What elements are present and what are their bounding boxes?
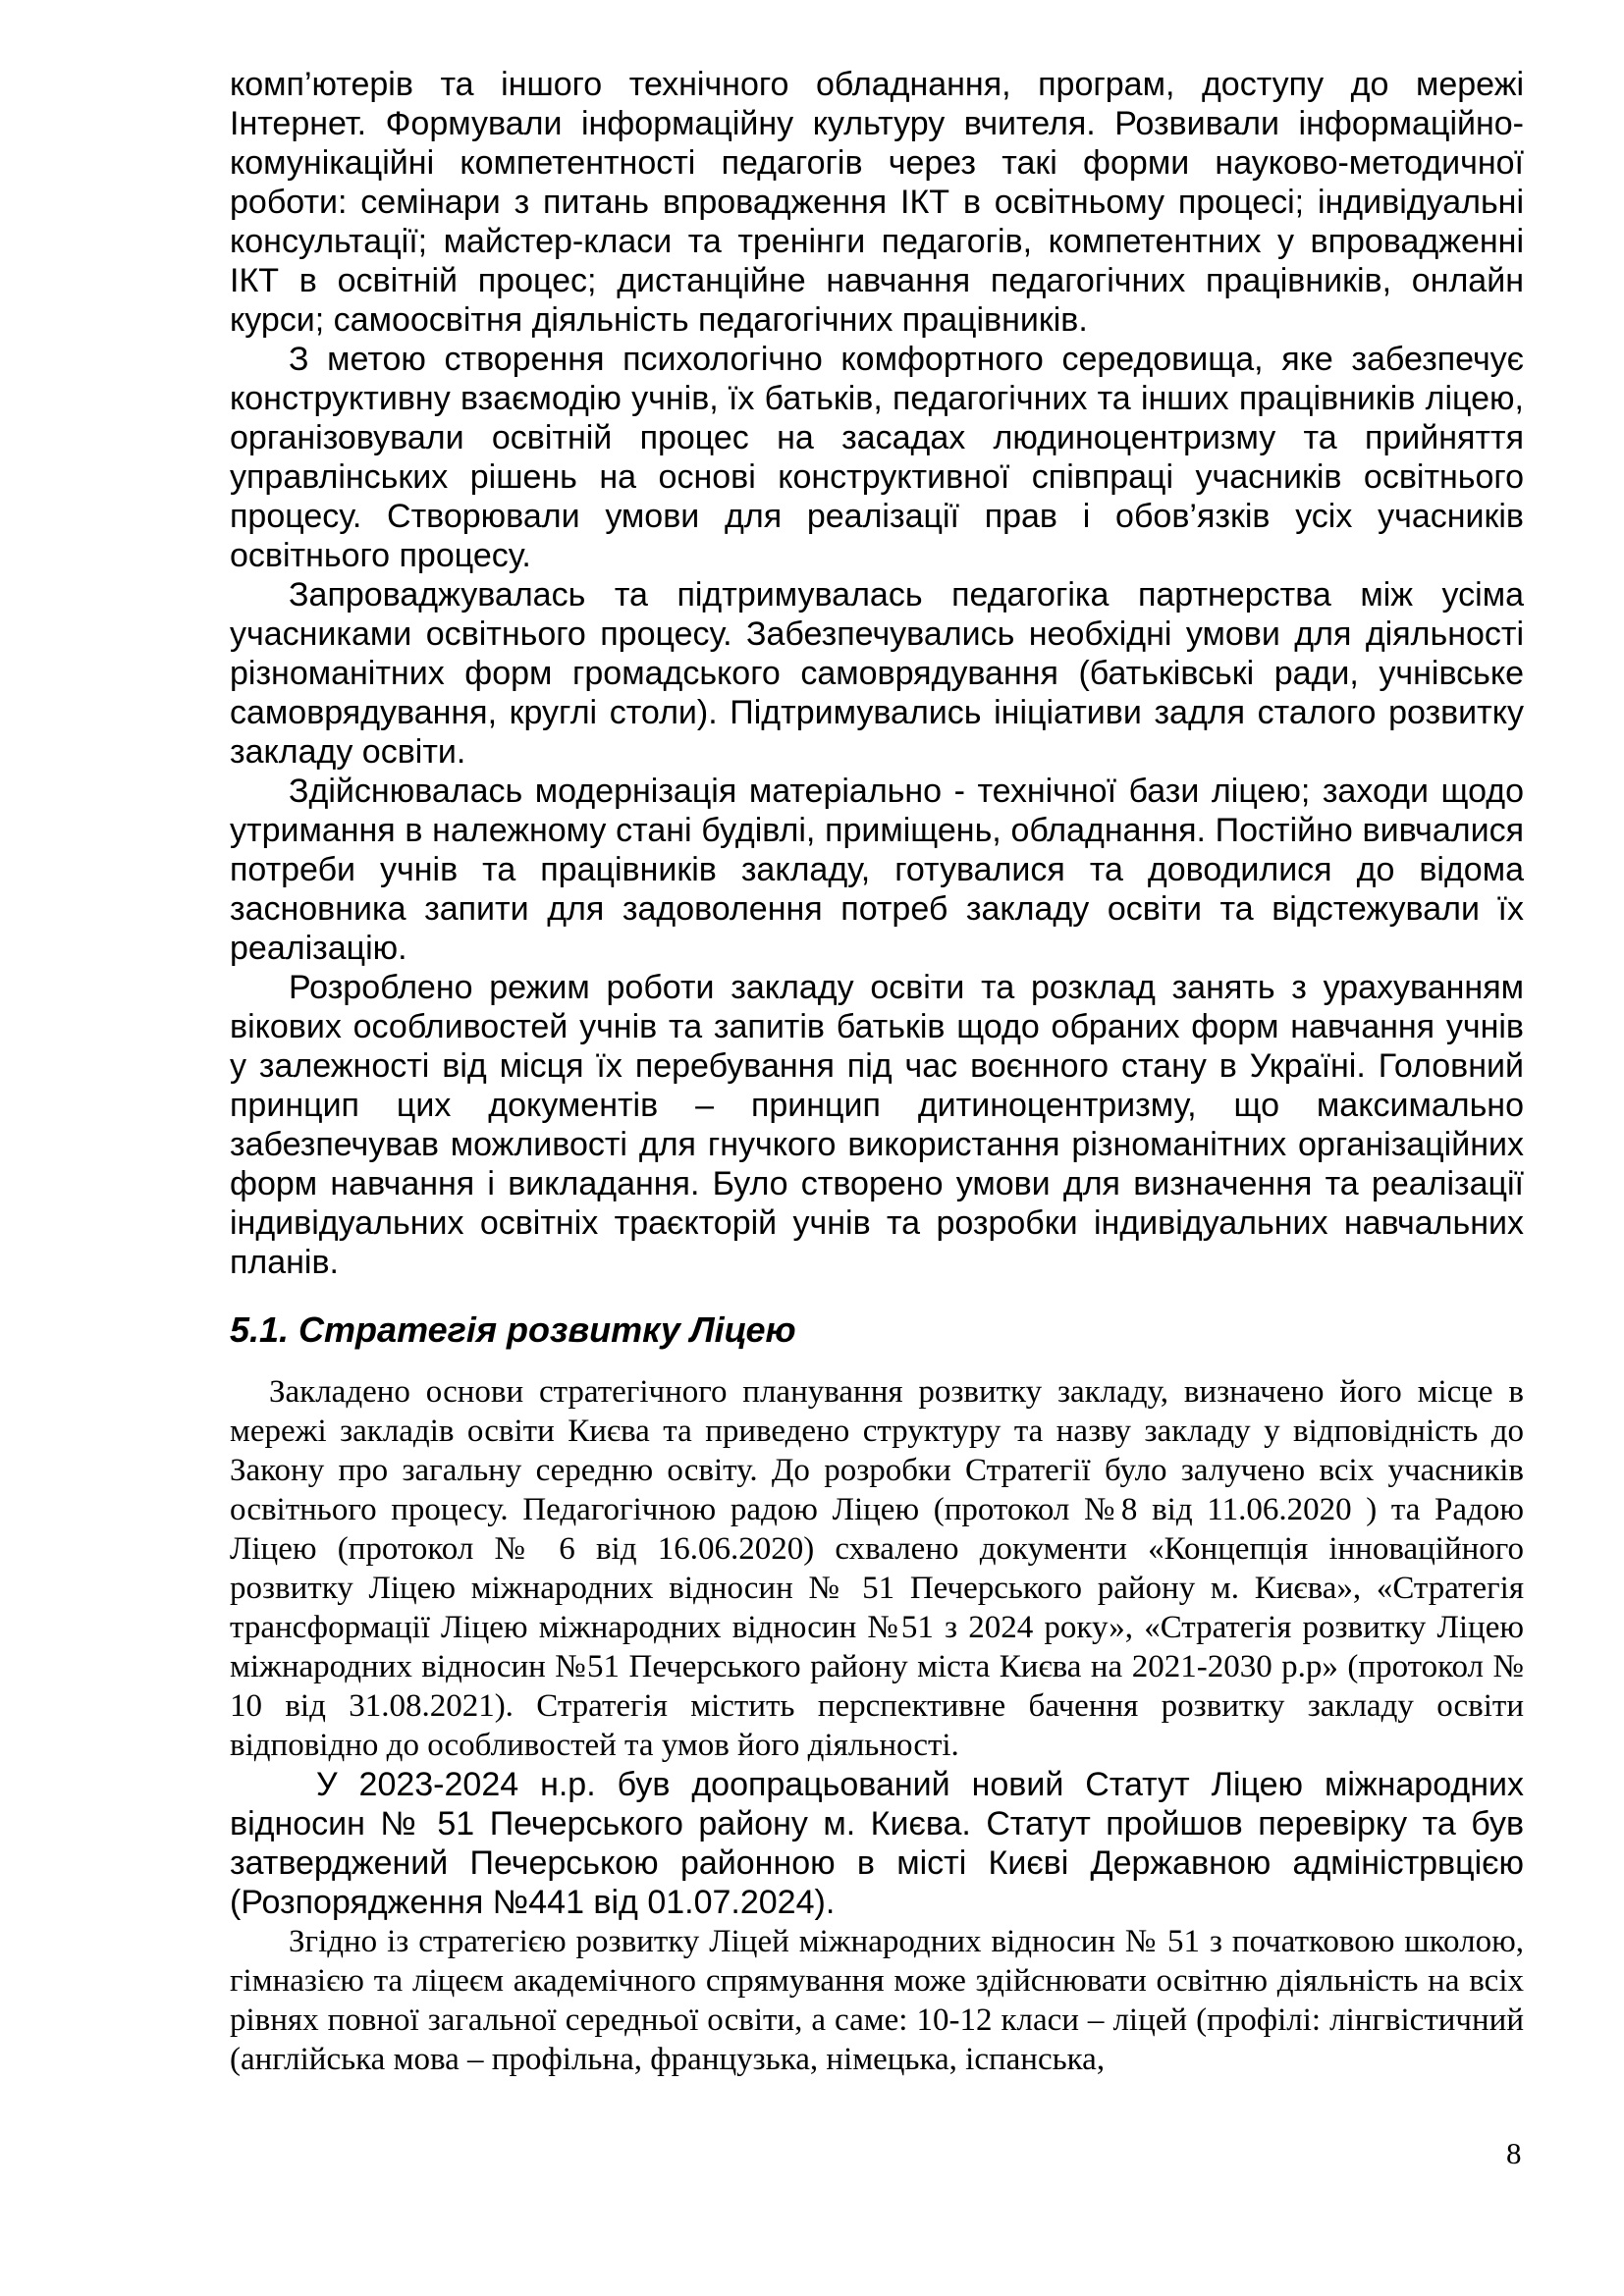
paragraph-partnership-pedagogy: Запроваджувалась та підтримувалась педагогіка партнерства між усіма учасниками освітнього процесу. Забезпечувались необхідні умови для діяльності різноманітних форм громадського самоврядування (батьківські ради, учнівське самоврядування, круглі столи). Підтримувались ініціативи задля сталого розвитку закладу освіти. xyxy=(230,576,1524,771)
paragraph-material-base: Здійснювалась модернізація матеріально - технічної бази ліцею; заходи щодо утримання в належному стані будівлі, приміщень, обладнання. Постійно вивчалися потреби учнів та працівників закладу, готувалися та доводилися до відома засновника запити для задоволення потреб закладу освіти та відстежували їх реалізацію. xyxy=(230,773,1524,967)
text-column xyxy=(230,65,1524,2079)
page-number: 8 xyxy=(1506,2136,1522,2170)
paragraph-work-schedule: Розроблено режим роботи закладу освіти та розклад занять з урахуванням вікових особливостей учнів та запитів батьків щодо обраних форм навчання учнів у залежності від місця їх перебування під час воєнного стану в Україні. Головний принцип цих документів – принцип дитиноцентризму, що максимально забезпечував можливості для гнучкого використання різноманітних організаційних форм навчання і викладання. Було створено умови для визначення та реалізації індивідуальних освітніх траєкторій учнів та розробки індивідуальних навчальних планів. xyxy=(230,969,1524,1281)
paragraph-psychological-environment: З метою створення психологічно комфортного середовища, яке забезпечує конструктивну взаємодію учнів, їх батьків, педагогічних та інших працівників ліцею, організовували освітній процес на засадах людиноцентризму та прийняття управлінських рішень на основі конструктивної співпраці учасників освітнього процесу. Створювали умови для реалізації прав і обов’язків усіх учасників освітнього процесу. xyxy=(230,341,1524,574)
paragraph-strategy-foundations: Закладено основи стратегічного планування розвитку закладу, визначено його місце в мережі закладів освіти Києва та приведено структуру та назву закладу у відповідність до Закону про загальну середню освіту. До розробки Стратегії було залучено всіх учасників освітнього процесу. Педагогічною радою Ліцею (протокол №8 від 11.06.2020 ) та Радою Ліцею (протокол № 6 від 16.06.2020) схвалено документи «Концепція інноваційного розвитку Ліцею міжнародних відносин № 51 Печерського району м. Києва», «Стратегія трансформації Ліцею міжнародних відносин №51 з 2024 року», «Стратегія розвитку Ліцею міжнародних відносин №51 Печерського району міста Києва на 2021-2030 р.р» (протокол № 10 від 31.08.2021). Стратегія містить перспективне бачення розвитку закладу освіти відповідно до особливостей та умов його діяльності. xyxy=(230,1374,1524,1763)
paragraph-strategy-levels: Згідно із стратегією розвитку Ліцей міжнародних відносин № 51 з початковою школою, гімназією та ліцеєм академічного спрямування може здійснювати освітню діяльність на всіх рівнях повної загальної середньої освіти, а саме: 10-12 класи – ліцей (профілі: лінгвістичний (англійська мова – профільна, французька, німецька, іспанська, xyxy=(230,1924,1524,2077)
paragraph-statute-2023-2024: У 2023-2024 н.р. був доопрацьований новий Статут Ліцею міжнародних відносин № 51 Печерського району м. Києва. Статут пройшов перевірку та був затверджений Печерською районною в місті Києві Державною адміністрвцією (Розпорядження №441 від 01.07.2024). xyxy=(230,1766,1524,1921)
section-heading: 5.1. Стратегія розвитку Ліцею xyxy=(230,1309,796,1350)
paragraph-ikt-continuation: комп’ютерів та іншого технічного обладнання, програм, доступу до мережі Інтернет. Формували інформаційну культуру вчителя. Розвивали інформаційно-комунікаційні компетентності педагогів через такі форми науково-методичної роботи: семінари з питань впровадження ІКТ в освітньому процесі; індивідуальні консультації; майстер-класи та тренінги педагогів, компетентних у впровадженні ІКТ в освітній процес; дистанційне навчання педагогічних працівників, онлайн курси; самоосвітня діяльність педагогічних працівників. xyxy=(230,66,1524,339)
